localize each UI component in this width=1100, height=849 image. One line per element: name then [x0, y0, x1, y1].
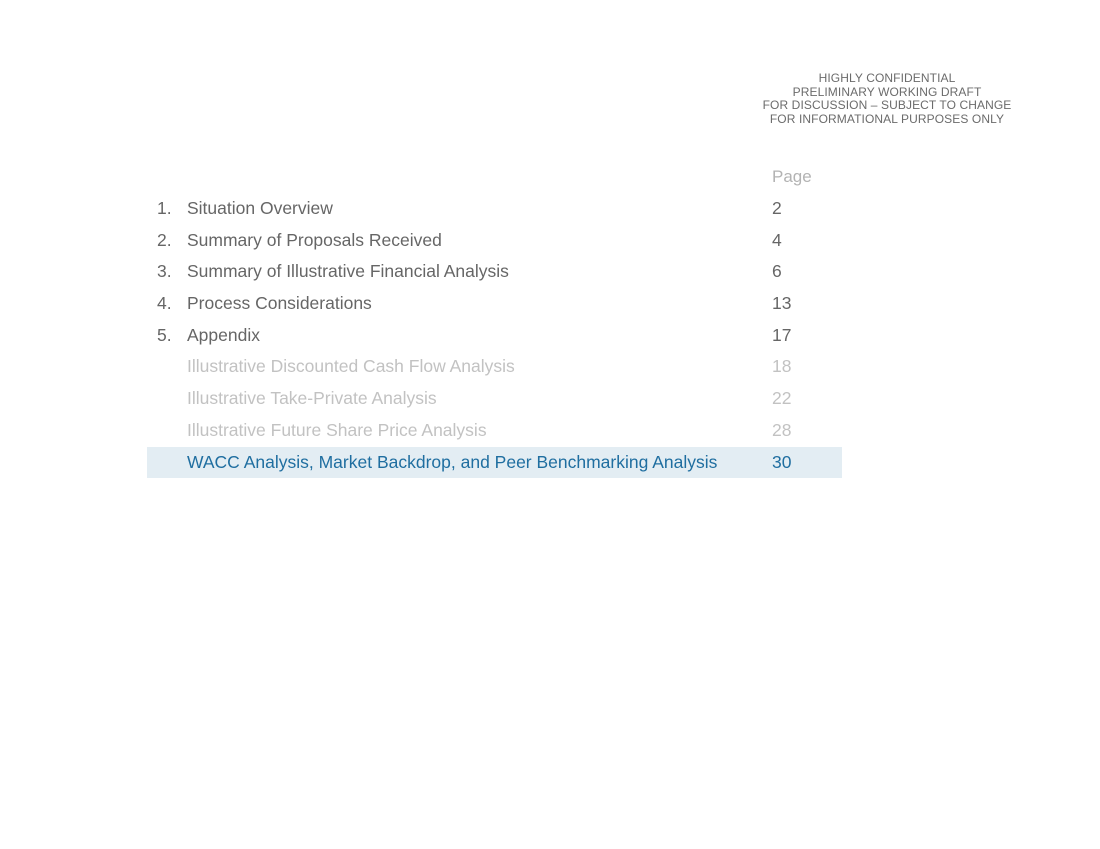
- toc-item-title: Illustrative Take-Private Analysis: [187, 388, 437, 409]
- toc-item-title: WACC Analysis, Market Backdrop, and Peer Benchmarking Analysis: [187, 451, 718, 472]
- toc-item-title: Illustrative Discounted Cash Flow Analysis: [187, 356, 515, 377]
- toc-item-page: 17: [772, 324, 792, 345]
- toc-subitem-future-share-price-analysis[interactable]: [147, 415, 842, 447]
- toc-item-process-considerations[interactable]: [147, 288, 842, 320]
- toc-item-title: Situation Overview: [187, 198, 333, 218]
- toc-item-title: Summary of Illustrative Financial Analysis: [187, 261, 509, 282]
- toc-item-number: 5.: [157, 324, 172, 345]
- toc-item-title: Appendix: [187, 324, 260, 345]
- toc-page-column-header: Page: [772, 167, 812, 186]
- toc-item-number: 4.: [157, 293, 172, 314]
- toc-item-page: 28: [772, 419, 792, 440]
- toc-item-title: Illustrative Future Share Price Analysis: [187, 419, 487, 440]
- toc-item-page: 6: [772, 261, 782, 282]
- toc-item-number: 1.: [157, 198, 172, 218]
- toc-item-summary-of-financial-analysis[interactable]: [147, 256, 842, 288]
- confidential-notice: [737, 72, 1037, 126]
- toc-item-page: 4: [772, 229, 782, 250]
- confidential-line: HIGHLY CONFIDENTIAL: [818, 71, 956, 85]
- toc-subitem-wacc-analysis-active[interactable]: [147, 447, 842, 479]
- confidential-line: PRELIMINARY WORKING DRAFT: [792, 84, 982, 99]
- toc-subitem-take-private-analysis[interactable]: [147, 383, 842, 415]
- toc-item-title: Process Considerations: [187, 293, 372, 314]
- toc-item-title: Summary of Proposals Received: [187, 229, 442, 250]
- toc-item-page: 13: [772, 293, 792, 314]
- confidential-line: FOR INFORMATIONAL PURPOSES ONLY: [769, 111, 1005, 126]
- table-of-contents: [147, 193, 842, 478]
- toc-item-situation-overview[interactable]: [147, 193, 842, 225]
- toc-item-summary-of-proposals[interactable]: [147, 225, 842, 257]
- toc-item-number: 2.: [157, 229, 172, 250]
- toc-item-appendix[interactable]: [147, 320, 842, 352]
- toc-item-page: 30: [772, 451, 792, 472]
- toc-item-page: 18: [772, 356, 792, 377]
- toc-subitem-dcf-analysis[interactable]: [147, 351, 842, 383]
- confidential-line: FOR DISCUSSION – SUBJECT TO CHANGE: [762, 98, 1012, 112]
- toc-item-page: 22: [772, 388, 792, 409]
- toc-item-page: 2: [772, 198, 782, 218]
- toc-item-number: 3.: [157, 261, 172, 282]
